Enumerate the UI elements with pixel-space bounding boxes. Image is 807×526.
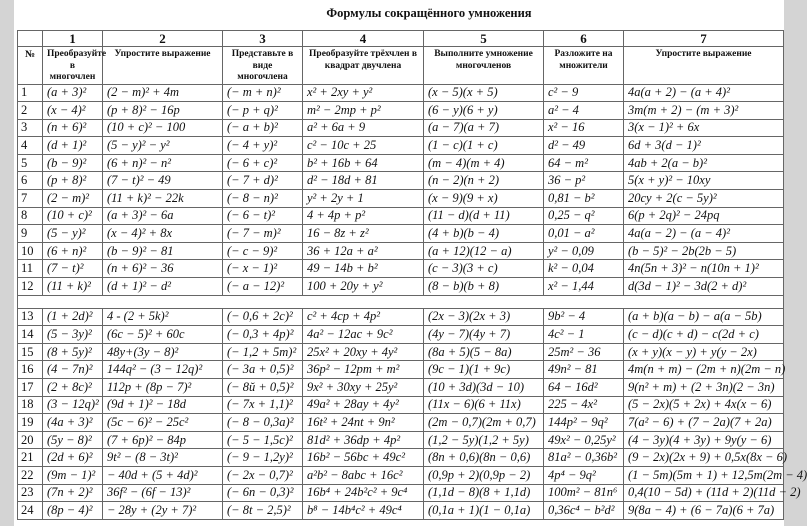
formula-cell: 0,81 − b²: [544, 190, 624, 208]
formula-cell: (− x − 1)²: [223, 260, 303, 278]
formula-cell: 9(8a − 4) + (6 − 7a)(6 + 7a): [624, 502, 784, 520]
column-number: 4: [303, 31, 424, 47]
formula-cell: 100m² − 81n⁶: [544, 484, 624, 502]
column-number: 6: [544, 31, 624, 47]
formula-cell: 6(p + 2q)² − 24pq: [624, 207, 784, 225]
formula-cell: 16b² − 56bc + 49c²: [303, 449, 424, 467]
formula-cell: (− 0,6 + 2c)²: [223, 308, 303, 326]
formula-cell: (− 6 − t)²: [223, 207, 303, 225]
formula-cell: (4 − 3y)(4 + 3y) + 9y(y − 6): [624, 431, 784, 449]
row-number: 4: [18, 137, 43, 155]
formula-cell: (1,2 − 5y)(1,2 + 5y): [424, 431, 544, 449]
column-number: 1: [43, 31, 103, 47]
formula-cell: (p + 8)² − 16p: [103, 102, 223, 120]
formula-cell: x² − 1,44: [544, 278, 624, 296]
formula-cell: y² + 2y + 1: [303, 190, 424, 208]
formula-cell: (− 8 − 0,3a)²: [223, 414, 303, 432]
formula-cell: 36 + 12a + a²: [303, 242, 424, 260]
formula-cell: (7 − t)²: [43, 260, 103, 278]
formula-cell: (1 − c)(1 + c): [424, 137, 544, 155]
formula-cell: (4 − 7n)²: [43, 361, 103, 379]
formula-cell: (− 3a + 0,5)²: [223, 361, 303, 379]
formula-cell: a² + 6a + 9: [303, 119, 424, 137]
formula-cell: a²b² − 8abc + 16c²: [303, 466, 424, 484]
formula-cell: (2 − m)² + 4m: [103, 84, 223, 102]
table-row: [18, 119, 784, 137]
formula-cell: (6 − y)(6 + y): [424, 102, 544, 120]
formula-cell: 48y+(3y − 8)²: [103, 343, 223, 361]
table-row: [18, 326, 784, 344]
formula-cell: 4a² − 12ac + 9c²: [303, 326, 424, 344]
formula-cell: (5 − 2x)(5 + 2x) + 4x(x − 6): [624, 396, 784, 414]
formula-cell: (1,1d − 8)(8 + 1,1d): [424, 484, 544, 502]
row-number: 2: [18, 102, 43, 120]
formula-cell: (8a + 5)(5 − 8a): [424, 343, 544, 361]
formula-cell: 9t² − (8 − 3t)²: [103, 449, 223, 467]
table-row: [18, 379, 784, 397]
formula-cell: (11x − 6)(6 + 11x): [424, 396, 544, 414]
column-number: 7: [624, 31, 784, 47]
formula-cell: 3(x − 1)² + 6x: [624, 119, 784, 137]
formula-cell: (9d + 1)² − 18d: [103, 396, 223, 414]
formula-cell: (10 + c)² − 100: [103, 119, 223, 137]
formula-cell: (− a − 12)²: [223, 278, 303, 296]
formula-cell: 4c² − 1: [544, 326, 624, 344]
formula-cell: 81d² + 36dp + 4p²: [303, 431, 424, 449]
formula-cell: x² − 16: [544, 119, 624, 137]
formula-cell: 0,4(10 − 5d) + (11d + 2)(11d − 2): [624, 484, 784, 502]
formula-cell: 9(n² + m) + (2 + 3n)(2 − 3n): [624, 379, 784, 397]
column-number: 5: [424, 31, 544, 47]
formula-cell: (a + b)(a − b) − a(a − 5b): [624, 308, 784, 326]
formula-cell: (− c − 9)²: [223, 242, 303, 260]
table-row: [18, 207, 784, 225]
row-number: 9: [18, 225, 43, 243]
formula-cell: (4y − 7)(4y + 7): [424, 326, 544, 344]
formula-cell: 225 − 4x²: [544, 396, 624, 414]
formula-cell: (9m − 1)²: [43, 466, 103, 484]
formula-cell: (6 + n)² − n²: [103, 154, 223, 172]
formula-cell: c² + 4cp + 4p²: [303, 308, 424, 326]
formula-cell: (x − 9)(9 + x): [424, 190, 544, 208]
formula-cell: 9x² + 30xy + 25y²: [303, 379, 424, 397]
formula-cell: 4 - (2 + 5k)²: [103, 308, 223, 326]
formula-cell: 64 − m²: [544, 154, 624, 172]
formula-cell: 4m(n + m) − (2m + n)(2m − n): [624, 361, 784, 379]
formula-cell: (7 − t)² − 49: [103, 172, 223, 190]
row-number: 10: [18, 242, 43, 260]
formula-cell: (6c − 5)² + 60c: [103, 326, 223, 344]
formula-cell: 49 − 14b + b²: [303, 260, 424, 278]
formula-cell: (a − 7)(a + 7): [424, 119, 544, 137]
table-row: [18, 154, 784, 172]
task-header: Упростите выражение: [103, 47, 223, 85]
formula-cell: 64 − 16d²: [544, 379, 624, 397]
formula-cell: (0,1a + 1)(1 − 0,1a): [424, 502, 544, 520]
table-row: [18, 242, 784, 260]
formula-cell: (0,9p + 2)(0,9p − 2): [424, 466, 544, 484]
formula-cell: (5y − 8)²: [43, 431, 103, 449]
row-number: 16: [18, 361, 43, 379]
formula-cell: 6d + 3(d − 1)²: [624, 137, 784, 155]
formula-cell: 81a² − 0,36b²: [544, 449, 624, 467]
formula-cell: (4a + 3)²: [43, 414, 103, 432]
table-row: [18, 414, 784, 432]
table-row: [18, 102, 784, 120]
formula-cell: k² − 0,04: [544, 260, 624, 278]
formula-cell: 3m(m + 2) − (m + 3)²: [624, 102, 784, 120]
formula-cell: 4n(5n + 3)² − n(10n + 1)²: [624, 260, 784, 278]
formula-cell: 112p + (8p − 7)²: [103, 379, 223, 397]
formula-cell: d(3d − 1)² − 3d(2 + d)²: [624, 278, 784, 296]
formula-cell: 49a² + 28ay + 4y²: [303, 396, 424, 414]
row-number: 11: [18, 260, 43, 278]
formula-cell: (− 9 − 1,2y)²: [223, 449, 303, 467]
formulas-table: [17, 30, 807, 520]
formula-cell: 36p² − 12pm + m²: [303, 361, 424, 379]
table-row: [18, 84, 784, 102]
formula-cell: (a + 12)(12 − a): [424, 242, 544, 260]
number-header: №: [18, 47, 43, 85]
formula-cell: (− 1,2 + 5m)²: [223, 343, 303, 361]
formula-cell: 4ab + 2(a − b)²: [624, 154, 784, 172]
formula-cell: (b − 9)² − 81: [103, 242, 223, 260]
row-number: 3: [18, 119, 43, 137]
table-row: [18, 190, 784, 208]
table-row: [18, 484, 784, 502]
formula-cell: − 28y + (2y + 7)²: [103, 502, 223, 520]
row-number: 8: [18, 207, 43, 225]
formula-cell: 49n² − 81: [544, 361, 624, 379]
column-number-row: [18, 31, 784, 47]
row-number: 22: [18, 466, 43, 484]
formula-cell: (− a + b)²: [223, 119, 303, 137]
formula-cell: (5 − y)²: [43, 225, 103, 243]
formula-cell: (10 + 3d)(3d − 10): [424, 379, 544, 397]
row-number: 5: [18, 154, 43, 172]
formula-cell: (4 + b)(b − 4): [424, 225, 544, 243]
table-row: [18, 260, 784, 278]
formula-cell: − 40d + (5 + 4d)²: [103, 466, 223, 484]
column-number: 3: [223, 31, 303, 47]
formula-cell: (2m − 0,7)(2m + 0,7): [424, 414, 544, 432]
formula-cell: (3 − 12q)²: [43, 396, 103, 414]
formula-cell: (2x − 3)(2x + 3): [424, 308, 544, 326]
formula-cell: 49x² − 0,25y²: [544, 431, 624, 449]
formula-cell: (9c − 1)(1 + 9c): [424, 361, 544, 379]
task-header-row: [18, 47, 784, 85]
formula-cell: 4p⁴ − 9q²: [544, 466, 624, 484]
formula-cell: d² − 18d + 81: [303, 172, 424, 190]
formula-cell: (2 − m)²: [43, 190, 103, 208]
document-page: [14, 0, 807, 526]
formula-cell: 0,25 − q²: [544, 207, 624, 225]
table-row: [18, 278, 784, 296]
table-row: [18, 137, 784, 155]
formula-cell: (x − 4)²: [43, 102, 103, 120]
formula-cell: 36 − p²: [544, 172, 624, 190]
task-header: Разложите на множители: [544, 47, 624, 85]
formula-cell: (9 − 2x)(2x + 9) + 0,5x(8x − 6): [624, 449, 784, 467]
table-row: [18, 225, 784, 243]
formula-cell: (c − 3)(3 + c): [424, 260, 544, 278]
task-header: Упростите выражение: [624, 47, 784, 85]
formula-cell: (7n + 2)²: [43, 484, 103, 502]
formula-cell: (− 7 + d)²: [223, 172, 303, 190]
formula-cell: (1 + 2d)²: [43, 308, 103, 326]
formula-cell: 9b² − 4: [544, 308, 624, 326]
formula-cell: (5 − y)² − y²: [103, 137, 223, 155]
table-row: [18, 343, 784, 361]
formula-cell: (11 − d)(d + 11): [424, 207, 544, 225]
formula-cell: (a + 3)²: [43, 84, 103, 102]
formula-cell: (− 5 − 1,5c)²: [223, 431, 303, 449]
formula-cell: 25m² − 36: [544, 343, 624, 361]
formula-cell: (11 + k)²: [43, 278, 103, 296]
formula-cell: 5(x + y)² − 10xy: [624, 172, 784, 190]
formula-cell: (11 + k)² − 22k: [103, 190, 223, 208]
row-number: 17: [18, 379, 43, 397]
formula-cell: (2 + 8c)²: [43, 379, 103, 397]
formula-cell: 0,01 − a²: [544, 225, 624, 243]
formula-cell: 20cy + 2(c − 5y)²: [624, 190, 784, 208]
formula-cell: 144q² − (3 − 12q)²: [103, 361, 223, 379]
row-number: 1: [18, 84, 43, 102]
row-number: 19: [18, 414, 43, 432]
formula-cell: 16 − 8z + z²: [303, 225, 424, 243]
table-row: [18, 172, 784, 190]
formula-cell: b⁸ − 14b⁴c² + 49c⁴: [303, 502, 424, 520]
formula-cell: (n − 2)(n + 2): [424, 172, 544, 190]
formula-cell: (b − 5)² − 2b(2b − 5): [624, 242, 784, 260]
formula-cell: 4a(a + 2) − (a + 4)²: [624, 84, 784, 102]
formula-cell: (m − 4)(m + 4): [424, 154, 544, 172]
formula-cell: c² − 10c + 25: [303, 137, 424, 155]
formula-cell: (x − 5)(x + 5): [424, 84, 544, 102]
table-row: [18, 361, 784, 379]
formula-cell: (7 + 6p)² − 84p: [103, 431, 223, 449]
formula-cell: 36f² − (6f − 13)²: [103, 484, 223, 502]
formula-cell: 7(a² − 6) + (7 − 2a)(7 + 2a): [624, 414, 784, 432]
formula-cell: 0,36c⁴ − b²d²: [544, 502, 624, 520]
column-number: 2: [103, 31, 223, 47]
formula-cell: (x − 4)² + 8x: [103, 225, 223, 243]
formula-cell: (− 6 + c)²: [223, 154, 303, 172]
formula-cell: a² − 4: [544, 102, 624, 120]
formula-cell: 16t² + 24nt + 9n²: [303, 414, 424, 432]
formula-cell: (− 8t − 2,5)²: [223, 502, 303, 520]
formula-cell: 16b⁴ + 24b²c² + 9c⁴: [303, 484, 424, 502]
formula-cell: 25x² + 20xy + 4y²: [303, 343, 424, 361]
task-header: Преобразуйте трёхчлен в квадрат двучлена: [303, 47, 424, 85]
formula-cell: (p + 8)²: [43, 172, 103, 190]
row-number: 13: [18, 308, 43, 326]
formula-cell: 4a(a − 2) − (a − 4)²: [624, 225, 784, 243]
formula-cell: (d + 1)²: [43, 137, 103, 155]
formula-cell: (− 0,3 + 4p)²: [223, 326, 303, 344]
formula-cell: d² − 49: [544, 137, 624, 155]
row-number: 20: [18, 431, 43, 449]
formula-cell: (2d + 6)²: [43, 449, 103, 467]
row-number: 6: [18, 172, 43, 190]
formula-cell: y² − 0,09: [544, 242, 624, 260]
formula-cell: (5 − 3y)²: [43, 326, 103, 344]
formula-cell: (n + 6)² − 36: [103, 260, 223, 278]
task-header: Представьте в виде многочлена: [223, 47, 303, 85]
document-title: Формулы сокращённого умножения: [326, 6, 532, 20]
row-number: 18: [18, 396, 43, 414]
formula-cell: m² − 2mp + p²: [303, 102, 424, 120]
formula-cell: (8n + 0,6)(8n − 0,6): [424, 449, 544, 467]
row-number: 23: [18, 484, 43, 502]
task-header: Преобразуйте в многочлен: [43, 47, 103, 85]
table-row: [18, 502, 784, 520]
formula-cell: 144p² − 9q²: [544, 414, 624, 432]
row-number: 24: [18, 502, 43, 520]
formula-cell: (− 6n − 0,3)²: [223, 484, 303, 502]
formula-cell: (− 8 − n)²: [223, 190, 303, 208]
formula-cell: (n + 6)²: [43, 119, 103, 137]
task-header: Выполните умножение многочленов: [424, 47, 544, 85]
formula-cell: (− 4 + y)²: [223, 137, 303, 155]
empty-header-cell: [18, 31, 43, 47]
separator-cell: [18, 295, 784, 308]
formula-cell: x² + 2xy + y²: [303, 84, 424, 102]
formula-cell: (c − d)(c + d) − c(2d + c): [624, 326, 784, 344]
formula-cell: (b − 9)²: [43, 154, 103, 172]
formula-cell: (x + y)(x − y) + y(y − 2x): [624, 343, 784, 361]
formula-cell: (8 + 5y)²: [43, 343, 103, 361]
formula-cell: (a + 3)² − 6a: [103, 207, 223, 225]
formula-cell: (1 − 5m)(5m + 1) + 12,5m(2m − 4): [624, 466, 784, 484]
row-number: 14: [18, 326, 43, 344]
formula-cell: 4 + 4p + p²: [303, 207, 424, 225]
table-row: [18, 308, 784, 326]
formula-cell: (− p + q)²: [223, 102, 303, 120]
formula-cell: (8p − 4)²: [43, 502, 103, 520]
separator-row: [18, 295, 784, 308]
formula-cell: (5c − 6)² − 25c²: [103, 414, 223, 432]
formula-cell: 100 + 20y + y²: [303, 278, 424, 296]
formula-cell: (8 − b)(b + 8): [424, 278, 544, 296]
formula-cell: (− 7 − m)²: [223, 225, 303, 243]
table-row: [18, 396, 784, 414]
table-row: [18, 431, 784, 449]
row-number: 21: [18, 449, 43, 467]
table-row: [18, 449, 784, 467]
row-number: 7: [18, 190, 43, 208]
row-number: 12: [18, 278, 43, 296]
table-row: [18, 466, 784, 484]
row-number: 15: [18, 343, 43, 361]
formula-cell: b² + 16b + 64: [303, 154, 424, 172]
formula-cell: (6 + n)²: [43, 242, 103, 260]
formula-cell: c² − 9: [544, 84, 624, 102]
formula-cell: (− 8ŭ + 0,5)²: [223, 379, 303, 397]
formula-cell: (− 7x + 1,1)²: [223, 396, 303, 414]
formula-cell: (− 2x − 0,7)²: [223, 466, 303, 484]
formula-cell: (10 + c)²: [43, 207, 103, 225]
formula-cell: (d + 1)² − d²: [103, 278, 223, 296]
formula-cell: (− m + n)²: [223, 84, 303, 102]
